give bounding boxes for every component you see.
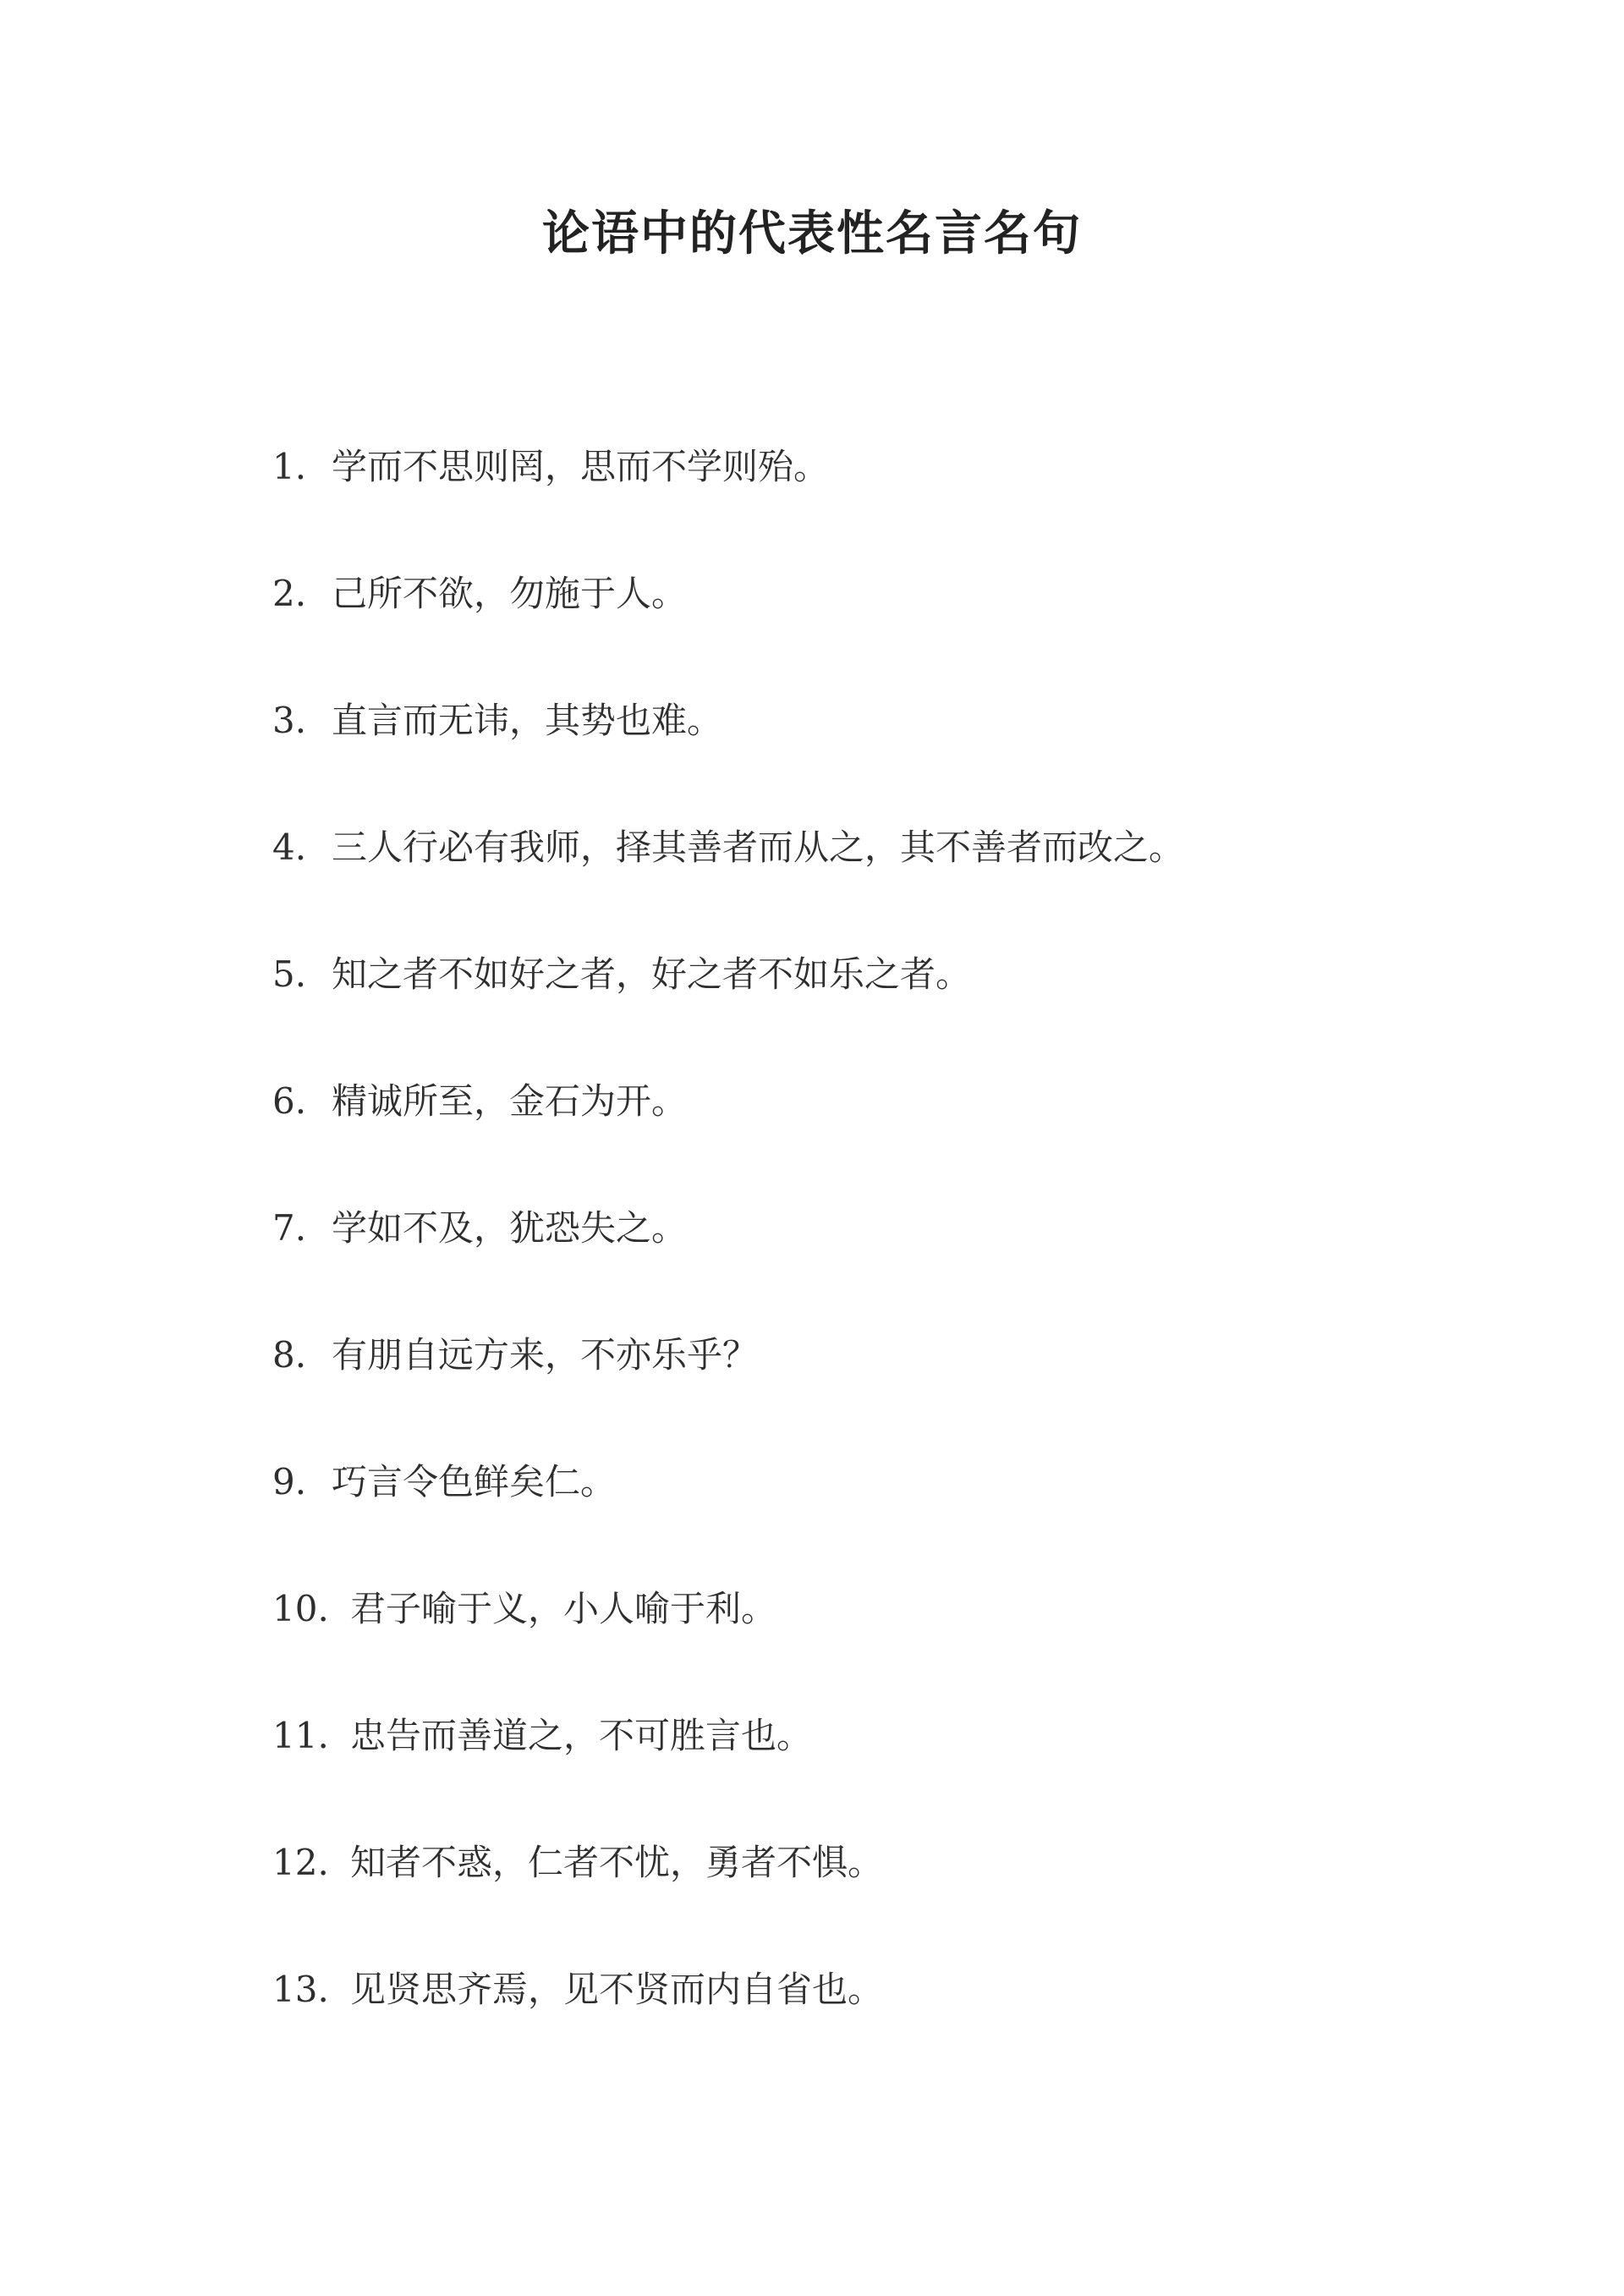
document-title: 论语中的代表性名言名句 [542, 206, 1082, 261]
quote-number: 11. [272, 1715, 329, 1756]
quote-number: 8. [272, 1334, 307, 1376]
quote-number: 4. [272, 827, 307, 868]
quote-number: 3. [272, 700, 307, 741]
quote-text: 忠告而善道之，不可胜言也。 [350, 1715, 813, 1756]
quote-text: 己所不欲，勿施于人。 [332, 573, 688, 614]
quote-text: 有朋自远方来，不亦乐乎？ [332, 1334, 759, 1376]
quote-number: 2. [272, 573, 307, 614]
quote-item [272, 1836, 1184, 1963]
quote-item [272, 1201, 1184, 1328]
quote-number: 5. [272, 953, 307, 995]
quote-number: 6. [272, 1080, 307, 1122]
quote-item [272, 1582, 1184, 1709]
quote-item [272, 440, 1184, 567]
quote-number: 10. [272, 1588, 329, 1629]
quote-item [272, 1709, 1184, 1836]
quote-item [272, 821, 1184, 948]
quote-item [272, 1455, 1184, 1582]
quote-item [272, 948, 1184, 1074]
quote-item [272, 1328, 1184, 1455]
quote-text: 知之者不如好之者，好之者不如乐之者。 [332, 953, 972, 995]
quote-text: 精诚所至，金石为开。 [332, 1080, 688, 1122]
quote-number: 9. [272, 1461, 307, 1502]
quote-text: 知者不惑，仁者不忧，勇者不惧。 [350, 1842, 884, 1883]
quote-number: 1. [272, 446, 307, 487]
quote-text: 三人行必有我师，择其善者而从之，其不善者而改之。 [332, 827, 1185, 868]
quote-text: 君子喻于义，小人喻于利。 [350, 1588, 777, 1629]
quote-text: 巧言令色鲜矣仁。 [332, 1461, 617, 1502]
quote-number: 7. [272, 1207, 307, 1249]
quote-text: 见贤思齐焉，见不贤而内自省也。 [350, 1969, 884, 2010]
quote-number: 13. [272, 1969, 329, 2010]
quote-text: 直言而无讳，其势也难。 [332, 700, 723, 741]
quote-list [272, 440, 1184, 2090]
quote-number: 12. [272, 1842, 329, 1883]
quote-item [272, 1074, 1184, 1201]
quote-item [272, 694, 1184, 821]
quote-item [272, 567, 1184, 694]
quote-text: 学而不思则罔，思而不学则殆。 [332, 446, 830, 487]
quote-text: 学如不及，犹恐失之。 [332, 1207, 688, 1249]
quote-item [272, 1963, 1184, 2090]
